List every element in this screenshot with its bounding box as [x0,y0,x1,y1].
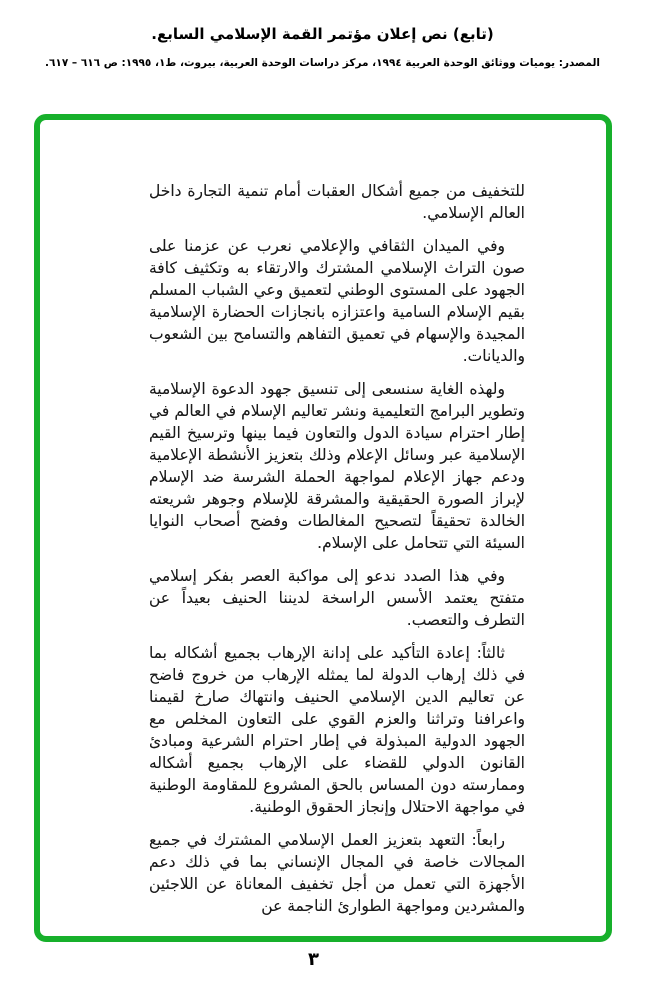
paragraph-6-fourthly: رابعاً: التعهد بتعزيز العمل الإسلامي المشترك في جميع المجالات خاصة في المجال الإنساني بما في ذلك دعم الأجهزة التي تعمل من أجل تخفيف المعاناة عن اللاجئين والمشردين ومواجهة الطوارئ الناجمة عن [149,831,525,915]
paragraph-1: للتخفيف من جميع أشكال العقبات أمام تنمية التجارة داخل العالم الإسلامي. [149,182,525,222]
paragraph-5-thirdly: ثالثاً: إعادة التأكيد على إدانة الإرهاب بجميع أشكاله بما في ذلك إرهاب الدولة لما يمثله الإرهاب من خروج فاضح عن تعاليم الدين الإسلامي الحنيف وانتهاك صارخ لقيمنا واعرافنا وتراثنا والعزم القوي على التعاون المخلص مع الجهود الدولية المبذولة في إطار احترام الشرعية ومبادئ القانون الدولي للقضاء على الإرهاب بجميع أشكاله وممارسته دون المساس بالحق المشروع للمقاومة الوطنية في مواجهة الاحتلال وإنجاز الحقوق الوطنية. [149,644,525,816]
paragraph-2: وفي الميدان الثقافي والإعلامي نعرب عن عزمنا على صون التراث الإسلامي المشترك والارتقاء به وتكثيف كافة الجهود على المستوى الوطني لتعميق وعي الشباب المسلم بقيم الإسلام السامية واعتزازه بانجازات الحضارة الإسلامية المجيدة والإسهام في تعميق التفاهم والتسامح بين الشعوب والديانات. [149,237,525,365]
body-text-column [149,180,525,917]
paragraph-3: ولهذه الغاية سنسعى إلى تنسيق جهود الدعوة الإسلامية وتطوير البرامج التعليمية ونشر تعاليم الإسلام في العالم في إطار احترام سيادة الدول والتعاون فيما بينها وترسيخ القيم الإسلامية عبر وسائل الإعلام وذلك بتعزيز الأنشطة الإعلامية ودعم جهاز الإعلام لمواجهة الحملة الشرسة ضد الإسلام لإبراز الصورة الحقيقية والمشرقة للإسلام وجوهر شريعته الخالدة تحقيقاً لتصحيح المغالطات وفضح أصحاب النوايا السيئة التي تتحامل على الإسلام. [149,380,525,552]
source-citation: المصدر: يوميات ووثائق الوحدة العربية ١٩٩٤، مركز دراسات الوحدة العربية، بيروت، ط١، ١٩٩٥: ص ٦١٦ – ٦١٧. [45,57,600,69]
page-number: ٣ [308,949,319,970]
paragraph-4: وفي هذا الصدد ندعو إلى مواكبة العصر بفكر إسلامي متفتح يعتمد الأسس الراسخة لديننا الحنيف بعيداً عن التطرف والتعصب. [149,567,525,629]
document-title: (تابع) نص إعلان مؤتمر القمة الإسلامي السابع. [151,25,494,43]
